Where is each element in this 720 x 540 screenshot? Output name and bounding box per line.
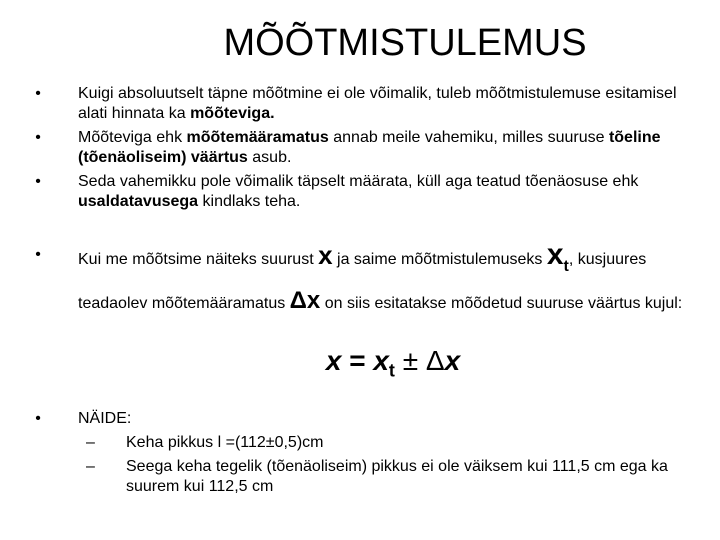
bullet-1-bold: mõõteviga. [190,105,275,122]
bullet-list [28,84,708,497]
formula-eq: = [341,345,374,376]
bullet-2-post: asub. [247,149,292,166]
bullet-2 [28,128,708,168]
bullet-4 [28,238,708,321]
bullet-3 [28,172,708,212]
bullet-3-pre: Seda vahemikku pole võimalik täpselt määrata, küll aga teatud tõenäosuse ehk [78,173,639,190]
bullet-4-xt-sub: t [563,258,569,275]
bullet-4-xt-base: x [546,238,564,271]
bullet-2-pre: Mõõteviga ehk [78,129,187,146]
naide-item-2 [28,457,708,497]
bullet-4-pre: Kui me mõõtsime näiteks suurust [78,251,319,268]
slide-title: MÕÕTMISTULEMUS [223,22,587,64]
bullet-2-mid: annab meile vahemiku, milles suuruse [328,129,609,146]
dash-icon: – [86,457,95,475]
bullet-dot-icon: • [35,85,41,102]
formula-xt-sub: t [388,360,395,381]
bullet-2-bold-2: tõeline (tõenäoliseim) väärtus [78,129,661,166]
bullet-4-post: on siis esitatakse mõõdetud suuruse väärtus kujul: [320,295,683,312]
bullet-dot-icon: • [35,246,41,263]
bullet-4-var-dx: Δx [289,287,321,314]
formula-delta: Δ [425,345,445,376]
formula-lhs: x [325,345,342,376]
bullet-dot-icon: • [35,129,41,146]
naide-item-2-text: Seega keha tegelik (tõenäoliseim) pikkus ei ole väiksem kui 111,5 cm ega ka suurem kui 112,5 cm [126,457,668,495]
bullet-3-bold: usaldatavusega [78,193,199,210]
dash-icon: – [86,433,95,451]
naide-item-1 [28,433,708,453]
formula-dx-var: x [444,345,461,376]
formula-pm: ± [394,345,426,376]
bullet-4-mid-2: , kusjuures teadaolev mõõtemääramatus [78,251,647,312]
naide-label: NÄIDE: [78,409,132,427]
bullet-naide [28,409,708,429]
bullet-3-post: kindlaks teha. [198,193,301,210]
bullet-4-var-x: x [318,240,333,270]
naide-item-1-text: Keha pikkus l =(112±0,5)cm [126,433,324,451]
bullet-dot-icon: • [35,173,41,190]
bullet-1-text: Kuigi absoluutselt täpne mõõtmine ei ole võimalik, tuleb mõõtmistulemuse esitamisel alati hinnata ka [78,85,677,122]
bullet-2-bold-1: mõõtemääramatus [186,129,329,146]
bullet-4-var-xt [546,238,569,275]
bullet-dot-icon: • [35,409,41,427]
formula-xt-base: x [373,345,389,376]
bullet-1 [28,84,708,124]
bullet-4-mid-1: ja saime mõõtmistulemuseks [332,251,547,268]
formula [28,341,708,391]
